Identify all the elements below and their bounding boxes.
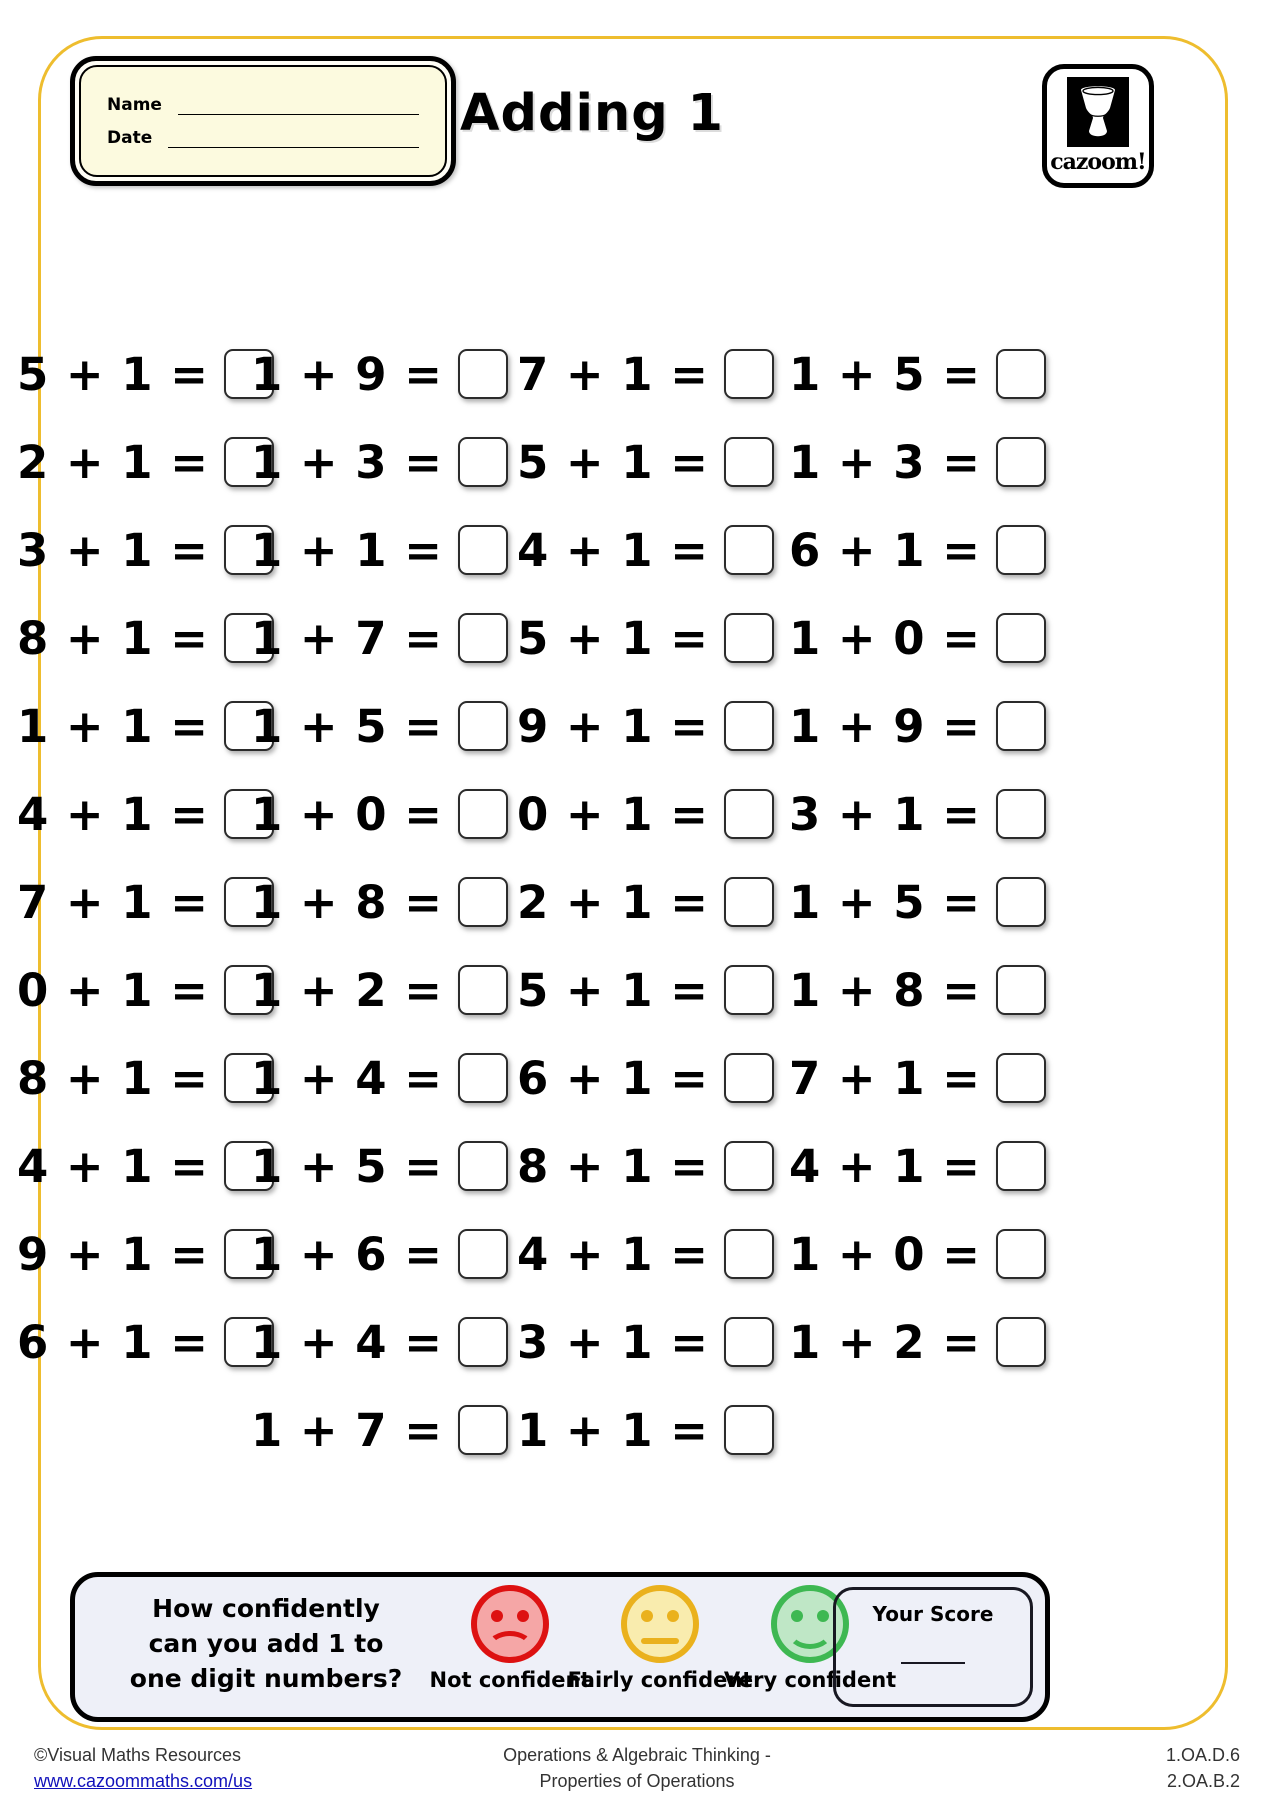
answer-box[interactable]: [724, 1405, 774, 1455]
problem-expression: 4 + 1 =: [516, 523, 709, 577]
answer-box[interactable]: [458, 1141, 508, 1191]
problem-row: [16, 858, 274, 946]
problem-row: [250, 1386, 508, 1474]
problem-row: [788, 330, 1046, 418]
answer-box[interactable]: [996, 965, 1046, 1015]
problem-expression: 1 + 8 =: [788, 963, 981, 1017]
answer-box[interactable]: [996, 1317, 1046, 1367]
problem-expression: 1 + 5 =: [788, 875, 981, 929]
logo-text: cazoom!: [1050, 149, 1146, 175]
answer-box[interactable]: [724, 1141, 774, 1191]
problem-expression: 0 + 1 =: [16, 963, 209, 1017]
name-label: Name: [107, 95, 162, 115]
answer-box[interactable]: [724, 1317, 774, 1367]
confidence-option-label: Very confident: [723, 1668, 897, 1692]
topic-line-1: Operations & Algebraic Thinking -: [503, 1745, 771, 1765]
problem-expression: 1 + 6 =: [250, 1227, 443, 1281]
problem-expression: 6 + 1 =: [16, 1315, 209, 1369]
problem-row: [16, 418, 274, 506]
problem-expression: 3 + 1 =: [788, 787, 981, 841]
score-input-line[interactable]: [901, 1626, 965, 1664]
answer-box[interactable]: [996, 613, 1046, 663]
confidence-bar: [70, 1572, 1050, 1722]
problem-row: [250, 1122, 508, 1210]
problem-expression: 1 + 9 =: [250, 347, 443, 401]
answer-box[interactable]: [996, 437, 1046, 487]
problem-expression: 2 + 1 =: [16, 435, 209, 489]
problem-row: [250, 946, 508, 1034]
problem-row: [16, 1210, 274, 1298]
problem-expression: 7 + 1 =: [16, 875, 209, 929]
problem-row: [516, 1210, 774, 1298]
problem-row: [250, 594, 508, 682]
cazoom-logo: [1042, 64, 1154, 188]
answer-box[interactable]: [458, 349, 508, 399]
problem-row: [16, 1298, 274, 1386]
problem-expression: 6 + 1 =: [516, 1051, 709, 1105]
confidence-option-label: Not confident: [429, 1668, 591, 1692]
problem-row: [16, 594, 274, 682]
answer-box[interactable]: [724, 789, 774, 839]
problem-row: [516, 946, 774, 1034]
problem-row: [788, 946, 1046, 1034]
problem-expression: 1 + 7 =: [250, 1403, 443, 1457]
score-label: Your Score: [872, 1602, 994, 1626]
answer-box[interactable]: [724, 613, 774, 663]
problem-expression: 1 + 2 =: [788, 1315, 981, 1369]
neutral-face-icon: [621, 1585, 699, 1663]
date-input-line[interactable]: [168, 127, 419, 148]
problem-row: [516, 506, 774, 594]
footer-topic: [0, 1742, 1274, 1794]
answer-box[interactable]: [458, 701, 508, 751]
problem-row: [250, 682, 508, 770]
answer-box[interactable]: [724, 525, 774, 575]
problem-row: [250, 770, 508, 858]
problem-row: [16, 682, 274, 770]
confidence-option-label: Fairly confident: [567, 1668, 753, 1692]
problem-expression: 8 + 1 =: [516, 1139, 709, 1193]
problem-expression: 1 + 7 =: [250, 611, 443, 665]
problem-expression: 1 + 0 =: [788, 611, 981, 665]
problem-expression: 1 + 5 =: [788, 347, 981, 401]
page-title: Adding 1: [459, 84, 725, 143]
answer-box[interactable]: [458, 1317, 508, 1367]
problems-column-3: [516, 330, 774, 1474]
problem-row: [16, 1034, 274, 1122]
problem-row: [788, 858, 1046, 946]
problem-row: [788, 1210, 1046, 1298]
answer-box[interactable]: [996, 349, 1046, 399]
page-footer: [0, 1742, 1274, 1801]
problem-row: [16, 946, 274, 1034]
problem-row: [16, 770, 274, 858]
problem-row: [788, 1034, 1046, 1122]
problem-expression: 7 + 1 =: [516, 347, 709, 401]
answer-box[interactable]: [724, 877, 774, 927]
answer-box[interactable]: [996, 525, 1046, 575]
problem-expression: 1 + 2 =: [250, 963, 443, 1017]
confidence-option-sad[interactable]: [429, 1585, 591, 1692]
problem-row: [788, 1298, 1046, 1386]
name-date-box: [70, 56, 456, 186]
answer-box[interactable]: [458, 877, 508, 927]
confidence-question-line: one digit numbers?: [129, 1664, 403, 1693]
footer-standards: [1166, 1742, 1240, 1794]
problem-row: [516, 770, 774, 858]
problem-expression: 5 + 1 =: [516, 611, 709, 665]
confidence-option-neutral[interactable]: [567, 1585, 753, 1692]
problem-expression: 5 + 1 =: [516, 435, 709, 489]
answer-box[interactable]: [996, 877, 1046, 927]
problem-row: [788, 594, 1046, 682]
answer-box[interactable]: [458, 1229, 508, 1279]
answer-box[interactable]: [458, 965, 508, 1015]
answer-box[interactable]: [724, 1229, 774, 1279]
problem-expression: 5 + 1 =: [516, 963, 709, 1017]
problem-row: [516, 594, 774, 682]
answer-box[interactable]: [458, 1053, 508, 1103]
standard-code-2: 2.OA.B.2: [1166, 1771, 1240, 1791]
problem-expression: 1 + 0 =: [250, 787, 443, 841]
problem-row: [250, 858, 508, 946]
problem-expression: 1 + 3 =: [788, 435, 981, 489]
problem-expression: 1 + 1 =: [16, 699, 209, 753]
problem-row: [250, 1034, 508, 1122]
problem-row: [516, 418, 774, 506]
problem-expression: 4 + 1 =: [16, 1139, 209, 1193]
problem-row: [16, 1122, 274, 1210]
problem-expression: 1 + 1 =: [250, 523, 443, 577]
problem-expression: 9 + 1 =: [16, 1227, 209, 1281]
answer-box[interactable]: [724, 1053, 774, 1103]
problem-row: [516, 858, 774, 946]
confidence-question-line: How confidently: [152, 1594, 380, 1623]
answer-box[interactable]: [996, 1229, 1046, 1279]
problem-expression: 4 + 1 =: [516, 1227, 709, 1281]
problem-expression: 0 + 1 =: [516, 787, 709, 841]
problem-expression: 1 + 1 =: [516, 1403, 709, 1457]
date-label: Date: [107, 128, 153, 148]
problems-column-1: [16, 330, 274, 1386]
problem-row: [516, 682, 774, 770]
problem-row: [250, 506, 508, 594]
answer-box[interactable]: [724, 701, 774, 751]
problem-row: [788, 418, 1046, 506]
problem-row: [788, 682, 1046, 770]
problem-expression: 8 + 1 =: [16, 1051, 209, 1105]
website-link[interactable]: www.cazoommaths.com/us: [34, 1771, 253, 1791]
problem-expression: 1 + 4 =: [250, 1051, 443, 1105]
answer-box[interactable]: [458, 437, 508, 487]
problem-expression: 4 + 1 =: [16, 787, 209, 841]
problem-row: [250, 1210, 508, 1298]
problem-row: [788, 506, 1046, 594]
problem-row: [788, 770, 1046, 858]
problem-expression: 1 + 8 =: [250, 875, 443, 929]
answer-box[interactable]: [724, 437, 774, 487]
problem-expression: 6 + 1 =: [788, 523, 981, 577]
copyright-text: ©Visual Maths Resources: [34, 1745, 242, 1765]
standard-code-1: 1.OA.D.6: [1165, 1745, 1240, 1765]
problem-row: [788, 1122, 1046, 1210]
answer-box[interactable]: [458, 525, 508, 575]
confidence-options: [429, 1585, 897, 1692]
name-field-row: [107, 94, 419, 115]
problem-row: [16, 506, 274, 594]
problem-expression: 1 + 9 =: [788, 699, 981, 753]
problem-row: [516, 330, 774, 418]
answer-box[interactable]: [458, 1405, 508, 1455]
problem-row: [250, 1298, 508, 1386]
problem-row: [516, 1298, 774, 1386]
problem-expression: 1 + 5 =: [250, 1139, 443, 1193]
problem-row: [516, 1034, 774, 1122]
answer-box[interactable]: [996, 1141, 1046, 1191]
problem-expression: 1 + 3 =: [250, 435, 443, 489]
date-field-row: [107, 127, 419, 148]
answer-box[interactable]: [724, 349, 774, 399]
problem-expression: 1 + 0 =: [788, 1227, 981, 1281]
answer-box[interactable]: [996, 789, 1046, 839]
answer-box[interactable]: [996, 701, 1046, 751]
confidence-question: [101, 1591, 431, 1696]
problem-row: [16, 330, 274, 418]
problem-expression: 4 + 1 =: [788, 1139, 981, 1193]
djembe-drum-icon: [1067, 77, 1129, 147]
problem-expression: 3 + 1 =: [16, 523, 209, 577]
problem-expression: 2 + 1 =: [516, 875, 709, 929]
problem-expression: 8 + 1 =: [16, 611, 209, 665]
answer-box[interactable]: [458, 613, 508, 663]
topic-line-2: Properties of Operations: [539, 1771, 735, 1791]
sad-face-icon: [471, 1585, 549, 1663]
problem-row: [516, 1122, 774, 1210]
score-box: [833, 1587, 1033, 1707]
problem-expression: 5 + 1 =: [16, 347, 209, 401]
problem-row: [516, 1386, 774, 1474]
problems-column-2: [250, 330, 508, 1474]
name-date-box-inner: [79, 65, 447, 177]
answer-box[interactable]: [724, 965, 774, 1015]
name-input-line[interactable]: [178, 94, 419, 115]
problem-expression: 1 + 4 =: [250, 1315, 443, 1369]
problem-expression: 7 + 1 =: [788, 1051, 981, 1105]
confidence-question-line: can you add 1 to: [148, 1629, 384, 1658]
problem-expression: 1 + 5 =: [250, 699, 443, 753]
answer-box[interactable]: [996, 1053, 1046, 1103]
problems-column-4: [788, 330, 1046, 1386]
problem-expression: 3 + 1 =: [516, 1315, 709, 1369]
answer-box[interactable]: [458, 789, 508, 839]
problem-row: [250, 330, 508, 418]
problem-row: [250, 418, 508, 506]
problem-expression: 9 + 1 =: [516, 699, 709, 753]
